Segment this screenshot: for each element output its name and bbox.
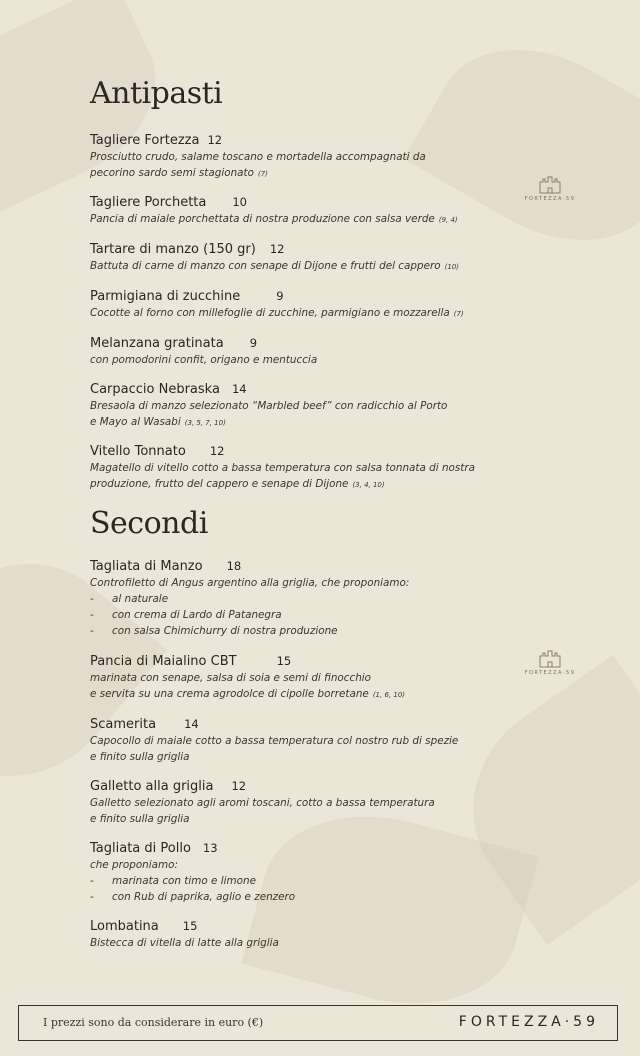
- item-name: Scamerita: [90, 717, 157, 732]
- item-description: con pomodorini confit, origano e mentuccia: [90, 354, 318, 366]
- option-line: - con crema di Lardo di Patanegra: [90, 609, 282, 621]
- menu-item: [90, 381, 520, 431]
- item-name: Lombatina: [90, 919, 159, 934]
- side-logo-text: FORTEZZA·59: [524, 196, 576, 202]
- item-description: e servita su una crema agrodolce di cipolle borretane: [90, 688, 369, 700]
- item-price: 15: [182, 919, 198, 933]
- menu-item: [90, 716, 520, 765]
- item-price: 14: [231, 382, 247, 396]
- item-name: Pancia di Maialino CBT: [90, 654, 237, 669]
- item-price: 13: [202, 841, 218, 855]
- item-allergens: (3, 4, 10): [352, 481, 385, 489]
- item-price: 12: [209, 444, 225, 458]
- item-description: Bistecca di vitella di latte alla griglia: [90, 937, 279, 949]
- item-name: Melanzana gratinata: [90, 336, 224, 351]
- price-note: I prezzi sono da considerare in euro (€): [43, 1016, 264, 1029]
- item-price: 18: [226, 559, 242, 573]
- item-description: Galletto selezionato agli aromi toscani, cotto a bassa temperatura: [90, 797, 435, 809]
- item-description: marinata con senape, salsa di soia e semi di finocchio: [90, 672, 372, 684]
- menu-item: [90, 132, 520, 182]
- option-line: - con Rub di paprika, aglio e zenzero: [90, 891, 296, 903]
- item-name: Carpaccio Nebraska: [90, 382, 220, 397]
- menu-item: [90, 241, 520, 275]
- item-name: Tagliata di Pollo: [90, 841, 191, 856]
- item-price: 14: [184, 717, 199, 731]
- option-line: - con salsa Chimichurry di nostra produzione: [90, 625, 338, 637]
- item-price: 10: [232, 195, 247, 209]
- antipasti-list: [90, 132, 520, 493]
- item-price: 12: [207, 133, 223, 147]
- footer-brand: FORTEZZA·59: [458, 1014, 599, 1030]
- item-allergens: (7): [453, 310, 464, 318]
- item-description: e finito sulla griglia: [90, 813, 190, 825]
- item-name: Tagliata di Manzo: [90, 559, 203, 574]
- item-allergens: (9, 4): [438, 216, 458, 224]
- secondi-list: [90, 558, 520, 951]
- menu-item: [90, 194, 520, 228]
- item-description: Controfiletto di Angus argentino alla griglia, che proponiamo:: [90, 577, 410, 589]
- item-description: Prosciutto crudo, salame toscano e mortadella accompagnati da: [90, 151, 426, 163]
- item-description: e finito sulla griglia: [90, 751, 190, 763]
- menu-item: [90, 840, 520, 905]
- item-price: 12: [269, 242, 285, 256]
- item-description: che proponiamo:: [90, 859, 178, 871]
- antipasti-title: Antipasti: [90, 76, 223, 111]
- menu-item: [90, 335, 520, 368]
- item-description: Cocotte al forno con millefoglie di zucchine, parmigiano e mozzarella: [90, 307, 450, 319]
- side-logo: [515, 648, 585, 676]
- item-price: 9: [276, 289, 284, 303]
- item-description: e Mayo al Wasabi: [90, 416, 181, 428]
- item-price: 9: [249, 336, 258, 350]
- footer-bar: [18, 1005, 618, 1041]
- item-name: Tartare di manzo (150 gr): [90, 242, 256, 257]
- item-description: Battuta di carne di manzo con senape di Dijone e frutti del cappero: [90, 260, 441, 272]
- item-name: Tagliere Porchetta: [90, 195, 207, 210]
- item-description: Magatello di vitello cotto a bassa temperatura con salsa tonnata di nostra: [90, 462, 476, 474]
- item-allergens: (3, 5, 7, 10): [184, 419, 226, 427]
- menu-item: [90, 778, 520, 827]
- item-description: produzione, frutto del cappero e senape di Dijone: [90, 478, 349, 490]
- item-price: 12: [231, 779, 247, 793]
- item-price: 15: [276, 654, 292, 668]
- item-allergens: (10): [444, 263, 459, 271]
- item-name: Vitello Tonnato: [90, 444, 186, 459]
- menu-item: [90, 288, 520, 322]
- side-logo-text: FORTEZZA·59: [524, 670, 576, 676]
- item-name: Galletto alla griglia: [90, 779, 214, 794]
- side-logo: [515, 174, 585, 202]
- menu-item: [90, 443, 520, 493]
- castle-icon: [538, 648, 562, 668]
- item-description: pecorino sardo semi stagionato: [90, 167, 254, 179]
- item-name: Tagliere Fortezza: [90, 133, 200, 148]
- item-name: Parmigiana di zucchine: [90, 289, 241, 304]
- item-allergens: (1, 6, 10): [372, 691, 406, 699]
- menu-item: [90, 558, 520, 639]
- item-description: Capocollo di maiale cotto a bassa temperatura col nostro rub di spezie: [90, 735, 459, 747]
- option-line: - marinata con timo e limone: [90, 875, 256, 887]
- secondi-title: Secondi: [90, 506, 208, 541]
- menu-item: [90, 918, 520, 951]
- item-description: Bresaola di manzo selezionato “Marbled beef” con radicchio al Porto: [90, 400, 448, 412]
- option-line: - al naturale: [90, 593, 169, 605]
- menu-item: [90, 653, 520, 703]
- castle-icon: [538, 174, 562, 194]
- item-allergens: (7): [257, 170, 268, 178]
- item-description: Pancia di maiale porchettata di nostra produzione con salsa verde: [90, 213, 435, 225]
